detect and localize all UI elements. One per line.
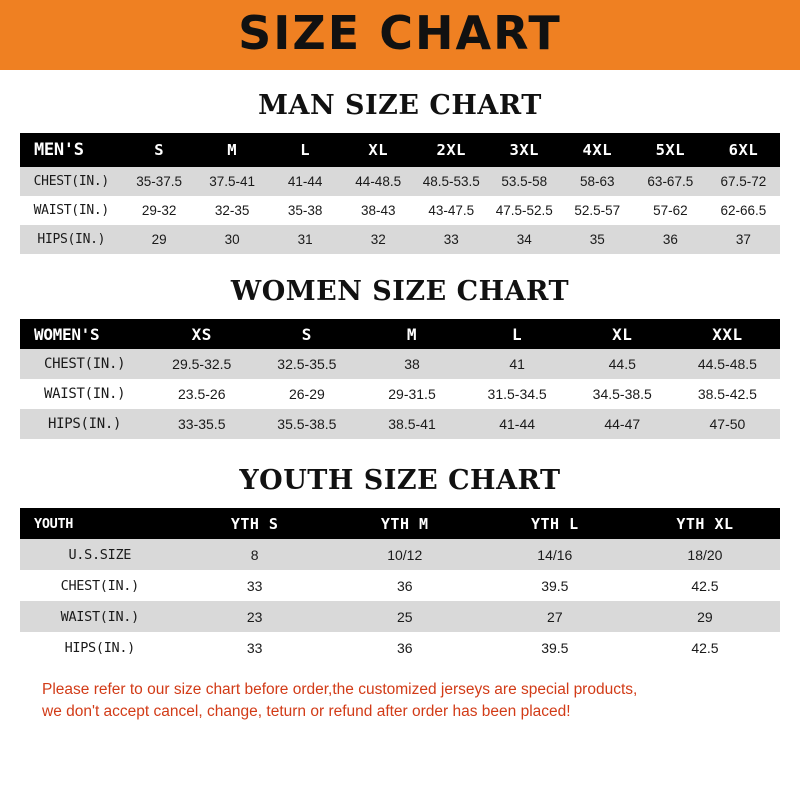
cell: 38.5-41	[359, 409, 464, 439]
women-col-header: S	[254, 319, 359, 349]
page-title: SIZE CHART	[238, 6, 562, 60]
cell: 32.5-35.5	[254, 349, 359, 379]
cell: 35-37.5	[123, 167, 196, 196]
men-col-header: L	[269, 133, 342, 167]
cell: 29	[630, 601, 780, 632]
men-col-header: 4XL	[561, 133, 634, 167]
men-col-header: 6XL	[707, 133, 780, 167]
women-col-header: M	[359, 319, 464, 349]
table-header-row	[20, 319, 780, 349]
cell: 47.5-52.5	[488, 196, 561, 225]
cell: 36	[634, 225, 707, 254]
cell: 10/12	[330, 539, 480, 570]
table-row	[20, 601, 780, 632]
row-label: HIPS(IN.)	[20, 632, 180, 663]
cell: 29-31.5	[359, 379, 464, 409]
table-header-row	[20, 508, 780, 539]
cell: 27	[480, 601, 630, 632]
table-row	[20, 409, 780, 439]
men-col-header: XL	[342, 133, 415, 167]
table-row	[20, 167, 780, 196]
table-row	[20, 379, 780, 409]
cell: 35-38	[269, 196, 342, 225]
cell: 52.5-57	[561, 196, 634, 225]
cell: 26-29	[254, 379, 359, 409]
cell: 62-66.5	[707, 196, 780, 225]
table-row	[20, 349, 780, 379]
cell: 32-35	[196, 196, 269, 225]
footer-disclaimer	[20, 679, 780, 724]
cell: 29.5-32.5	[149, 349, 254, 379]
cell: 41-44	[269, 167, 342, 196]
women-size-table	[20, 319, 780, 439]
men-col-header: 5XL	[634, 133, 707, 167]
cell: 37	[707, 225, 780, 254]
women-col-header: L	[465, 319, 570, 349]
cell: 38-43	[342, 196, 415, 225]
youth-section-heading: YOUTH SIZE CHART	[239, 465, 561, 496]
row-label: CHEST(IN.)	[20, 570, 180, 601]
cell: 63-67.5	[634, 167, 707, 196]
cell: 33	[415, 225, 488, 254]
row-label: U.S.SIZE	[20, 539, 180, 570]
cell: 44.5-48.5	[675, 349, 780, 379]
cell: 35	[561, 225, 634, 254]
cell: 36	[330, 570, 480, 601]
youth-col-header: YTH S	[180, 508, 330, 539]
youth-col-header: YTH L	[480, 508, 630, 539]
cell: 47-50	[675, 409, 780, 439]
row-label: HIPS(IN.)	[20, 409, 149, 439]
men-col-header: 3XL	[488, 133, 561, 167]
cell: 32	[342, 225, 415, 254]
cell: 39.5	[480, 632, 630, 663]
women-corner-label: WOMEN'S	[20, 319, 149, 349]
cell: 38.5-42.5	[675, 379, 780, 409]
cell: 39.5	[480, 570, 630, 601]
table-header-row	[20, 133, 780, 167]
men-size-table	[20, 133, 780, 254]
cell: 18/20	[630, 539, 780, 570]
cell: 29-32	[123, 196, 196, 225]
cell: 44.5	[570, 349, 675, 379]
women-col-header: XS	[149, 319, 254, 349]
cell: 67.5-72	[707, 167, 780, 196]
cell: 53.5-58	[488, 167, 561, 196]
cell: 33-35.5	[149, 409, 254, 439]
footer-line-2: we don't accept cancel, change, teturn or refund after order has been placed!	[42, 703, 571, 721]
cell: 35.5-38.5	[254, 409, 359, 439]
content-area	[0, 90, 800, 724]
table-row	[20, 539, 780, 570]
cell: 44-48.5	[342, 167, 415, 196]
cell: 33	[180, 570, 330, 601]
cell: 8	[180, 539, 330, 570]
cell: 30	[196, 225, 269, 254]
cell: 37.5-41	[196, 167, 269, 196]
cell: 31.5-34.5	[465, 379, 570, 409]
table-row	[20, 570, 780, 601]
men-col-header: S	[123, 133, 196, 167]
cell: 41	[465, 349, 570, 379]
row-label: WAIST(IN.)	[20, 379, 149, 409]
table-row	[20, 196, 780, 225]
cell: 23.5-26	[149, 379, 254, 409]
youth-col-header: YTH M	[330, 508, 480, 539]
row-label: CHEST(IN.)	[20, 167, 123, 196]
women-col-header: XXL	[675, 319, 780, 349]
table-row	[20, 632, 780, 663]
cell: 44-47	[570, 409, 675, 439]
youth-corner-label: YOUTH	[20, 508, 180, 539]
cell: 42.5	[630, 570, 780, 601]
youth-size-table	[20, 508, 780, 663]
cell: 31	[269, 225, 342, 254]
cell: 57-62	[634, 196, 707, 225]
cell: 58-63	[561, 167, 634, 196]
men-section-heading: MAN SIZE CHART	[258, 90, 542, 121]
row-label: HIPS(IN.)	[20, 225, 123, 254]
cell: 33	[180, 632, 330, 663]
cell: 34	[488, 225, 561, 254]
cell: 36	[330, 632, 480, 663]
cell: 38	[359, 349, 464, 379]
men-col-header: 2XL	[415, 133, 488, 167]
women-col-header: XL	[570, 319, 675, 349]
women-section-heading: WOMEN SIZE CHART	[230, 276, 570, 307]
footer-line-1: Please refer to our size chart before order,the customized jerseys are special products,	[42, 681, 638, 698]
men-corner-label: MEN'S	[20, 133, 123, 167]
cell: 29	[123, 225, 196, 254]
table-row	[20, 225, 780, 254]
row-label: WAIST(IN.)	[20, 196, 123, 225]
cell: 41-44	[465, 409, 570, 439]
cell: 34.5-38.5	[570, 379, 675, 409]
cell: 25	[330, 601, 480, 632]
youth-col-header: YTH XL	[630, 508, 780, 539]
header-banner	[0, 0, 800, 70]
row-label: CHEST(IN.)	[20, 349, 149, 379]
men-col-header: M	[196, 133, 269, 167]
row-label: WAIST(IN.)	[20, 601, 180, 632]
cell: 48.5-53.5	[415, 167, 488, 196]
cell: 43-47.5	[415, 196, 488, 225]
cell: 14/16	[480, 539, 630, 570]
cell: 42.5	[630, 632, 780, 663]
cell: 23	[180, 601, 330, 632]
